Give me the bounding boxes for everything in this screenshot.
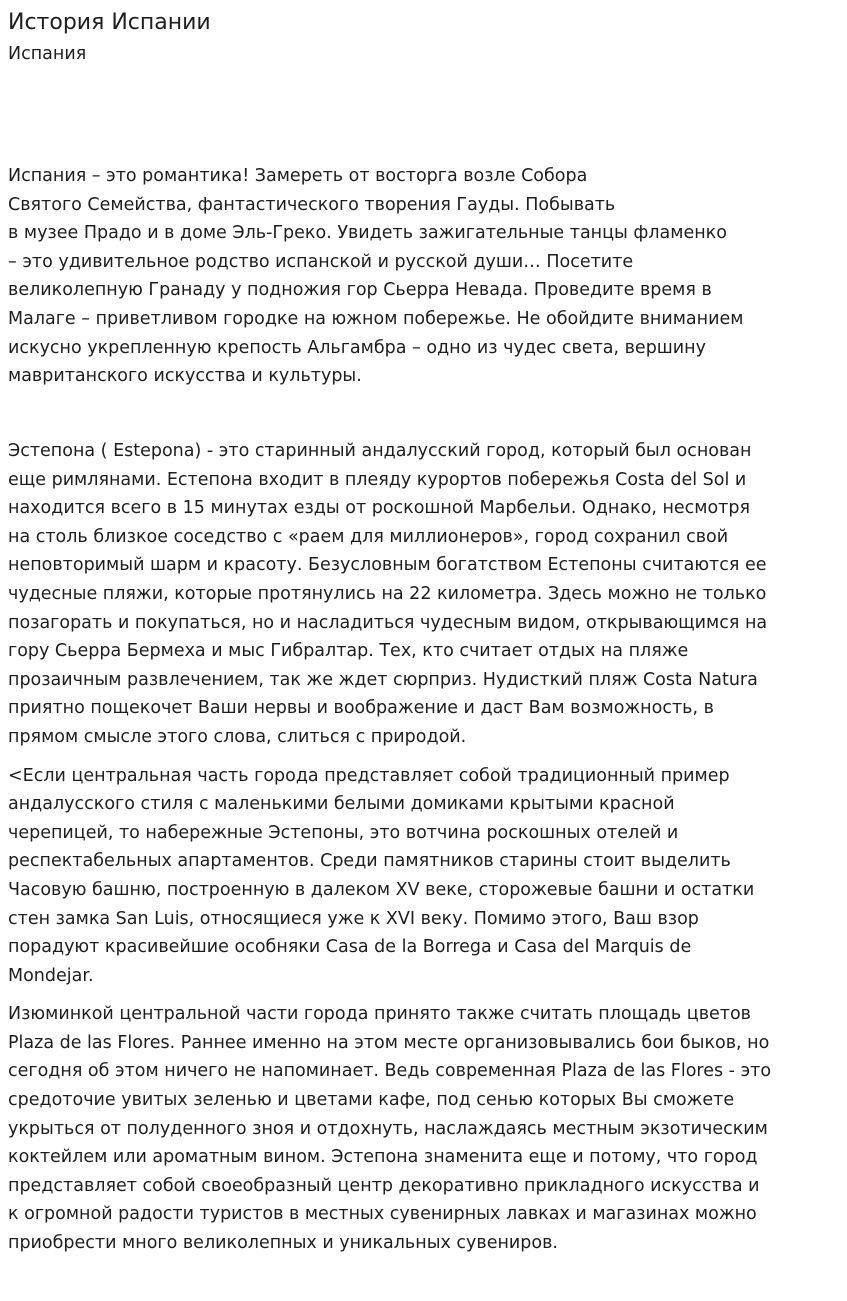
intro-line: Испания – это романтика! Замереть от восторга возле Собора xyxy=(8,166,588,186)
intro-line: великолепную Гранаду у подножия гор Сьерра Невада. Проведите время в xyxy=(8,280,712,301)
estepona-paragraph xyxy=(8,437,840,752)
intro-line: Святого Семейства, фантастического творения Гауды. Побывать xyxy=(8,194,616,215)
paragraph-line: средоточие увитых зеленью и цветами кафе, под сенью которых Вы сможете xyxy=(8,1090,735,1111)
paragraph-line: укрыться от полуденного зноя и отдохнуть, наслаждаясь местным экзотическим xyxy=(8,1118,768,1139)
intro-line: – это удивительное родство испанской и русской души… Посетите xyxy=(8,251,634,272)
page-title: История Испании xyxy=(8,10,211,35)
plaza-paragraph xyxy=(8,1000,840,1257)
city-center-paragraph xyxy=(8,762,840,991)
paragraph-line: гору Сьерра Бермеха и мыс Гибралтар. Тех, кто считает отдых на пляже xyxy=(8,641,689,662)
paragraph-line: Plaza de las Flores. Раннее именно на этом месте организовывались бои быков, но xyxy=(8,1032,770,1053)
paragraph-line: стен замка San Luis, относящиеся уже к XVI веку. Помимо этого, Ваш взор xyxy=(8,908,699,929)
paragraph-line: находится всего в 15 минутах езды от роскошной Марбельи. Однако, несмотря xyxy=(8,498,751,519)
intro-line: мавританского искусства и культуры. xyxy=(8,366,362,387)
paragraph-line: коктейлем или ароматным вином. Эстепона знаменита еще и потому, что город xyxy=(8,1147,758,1168)
intro-line: Малаге – приветливом городке на южном побережье. Не обойдите вниманием xyxy=(8,308,744,329)
paragraph-line: еще римлянами. Естепона входит в плеяду курортов побережья Costa del Sol и xyxy=(8,469,747,490)
paragraph-line: позагорать и покупаться, но и насладиться чудесным видом, открывающимся на xyxy=(8,612,768,633)
paragraph-line: порадуют красивейшие особняки Casa de la Borrega и Casa del Marquis de xyxy=(8,937,692,958)
intro-line: искусно укрепленную крепость Альгамбра – одно из чудес света, вершину xyxy=(8,337,706,358)
paragraph-line: прозаичным развлечением, так же ждет сюрприз. Нудисткий пляж Costa Natura xyxy=(8,669,758,690)
paragraph-line: приобрести много великолепных и уникальных сувениров. xyxy=(8,1233,558,1254)
paragraph-line: <Если центральная часть города представляет собой традиционный пример xyxy=(8,765,730,786)
intro-line: в музее Прадо и в доме Эль-Греко. Увидеть зажигательные танцы фламенко xyxy=(8,223,727,244)
paragraph-line: Mondejar. xyxy=(8,965,94,986)
paragraph-line: представляет собой своеобразный центр декоративно прикладного искусства и xyxy=(8,1175,760,1196)
paragraph-line: Часовую башню, построенную в далеком XV веке, сторожевые башни и остатки xyxy=(8,879,755,900)
paragraph-line: черепицей, то набережные Эстепоны, это вотчина роскошных отелей и xyxy=(8,822,679,843)
paragraph-line: Изюминкой центральной части города принято также считать площадь цветов xyxy=(8,1004,751,1025)
paragraph-line: Эстепона ( Esteрona) - это старинный андалусский город, который был основан xyxy=(8,441,752,461)
paragraph-line: андалусского стиля с маленькими белыми домиками крытыми красной xyxy=(8,794,675,815)
paragraph-line: сегодня об этом ничего не напоминает. Ведь современная Plaza de las Flores - это xyxy=(8,1061,772,1082)
paragraph-line: к огромной радости туристов в местных сувенирных лавках и магазинах можно xyxy=(8,1204,757,1225)
paragraph-line: респектабельных апартаментов. Среди памятников старины стоит выделить xyxy=(8,851,731,872)
page-subtitle: Испания xyxy=(8,44,87,64)
intro-paragraph xyxy=(8,162,840,391)
paragraph-line: прямом смысле этого слова, слиться с природой. xyxy=(8,726,467,747)
paragraph-line: приятно пощекочет Ваши нервы и воображение и даст Вам возможность, в xyxy=(8,698,714,719)
article xyxy=(8,0,840,1254)
paragraph-line: неповторимый шарм и красоту. Безусловным богатством Естепоны считаются ее xyxy=(8,555,767,576)
paragraph-line: на столь близкое соседство с «раем для миллионеров», город сохранил свой xyxy=(8,526,729,547)
article-body xyxy=(8,437,840,1268)
paragraph-line: чудесные пляжи, которые протянулись на 22 километра. Здесь можно не только xyxy=(8,583,767,604)
